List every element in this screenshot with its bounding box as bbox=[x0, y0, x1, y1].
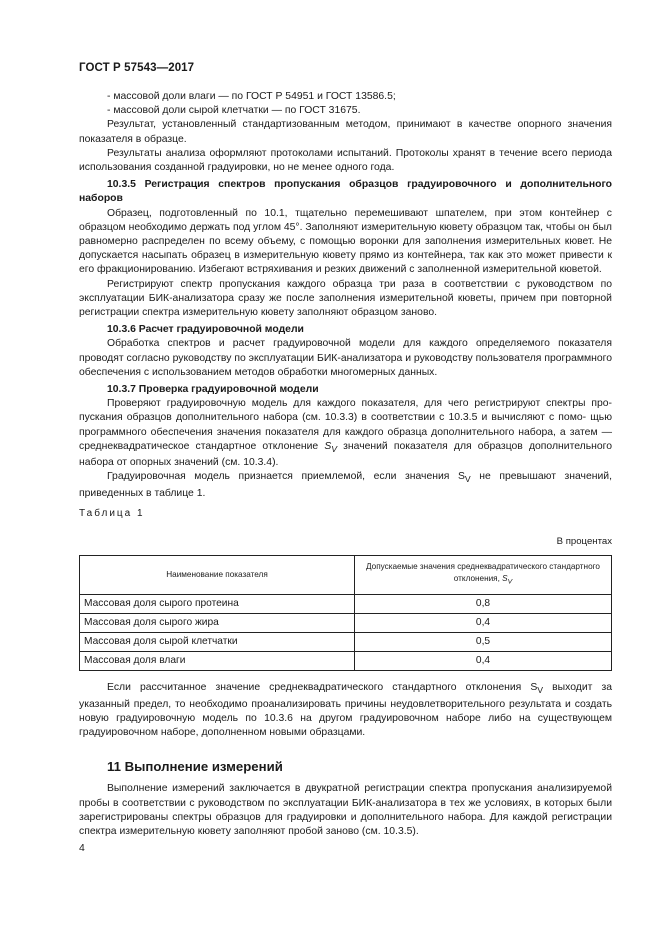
column-header-value: Допускаемые значения среднеквадратического стандартного отклонения, $S_V$ bbox=[355, 556, 612, 595]
table-unit: В процентах bbox=[556, 536, 612, 548]
paragraph: Выполнение измерений заключается в двукратной регистрации спектра пропускания анализируемой пробы в соответствии с руководством по эксплуатации БИК-анализатора в тех же условиях, в которых были зарегистрированы спектры образцов для градуировки и дополнительного набора. Для каждой регистрации спектра измерительную кювету заполняют пробой заново (см. 10.3.5). bbox=[79, 783, 612, 837]
paragraph: Обработка спектров и расчет градуировочной модели для каждого определяемого показателя проводят согласно руководству по эксплуатации БИК-анализатора и руководству пользователя программного обеспечения с использованием методов обработки многомерных данных. bbox=[79, 338, 612, 378]
paragraph: Если рассчитанное значение среднеквадратического стандартного отклонения $S_V$ выходит за указанный предел, то необходимо проанализировать причины неудовлетворительного результата и создать новую градуировочную модель по 10.3.6 на другом градуировочном наборе либо на существующем градуировочном наборе, дополненном новыми образцами. bbox=[79, 682, 613, 738]
symbol-v: V bbox=[537, 685, 544, 696]
heading-10-3-5: 10.3.5 Регистрация спектров пропускания образцов градуировочного и дополнительного наборов bbox=[79, 179, 612, 205]
paragraph: Регистрируют спектр пропускания каждого образца три раза в соответствии с руководством по эксплуатации БИК-анализатора сразу же после заполнения измерительной кюветы, причем при повторной регистрации спектра измерительную кювету заполняют образцом заново. bbox=[79, 278, 612, 319]
paragraph: Образец, подготовленный по 10.1, тщательно перемешивают шпателем, при этом контейнер с образцом необходимо держать под углом 45°. Заполняют измерительную кювету образцом так, чтобы он был равномерно распределен по всему объему, с помощью воронки для заполнения измерительных кювет. Не допускается насыпать образец в измерительную кювету прямо из контейнера, так как это может привести к его фракционированию. Избегают встряхивания и резких движений с заполненной измерительной кюветой. bbox=[79, 207, 612, 276]
cell-value: 0,8 bbox=[355, 595, 612, 614]
list-item: - массовой доли влаги — по ГОСТ Р 54951 и ГОСТ 13586.5; bbox=[107, 91, 396, 102]
cell-name: Массовая доля сырого протеина bbox=[80, 595, 355, 614]
table-header-row bbox=[80, 556, 612, 595]
symbol-s: S bbox=[324, 440, 332, 452]
table-row bbox=[80, 633, 612, 652]
paragraph: Градуировочная модель признается приемлемой, если значения $S_V$ не превышают значений, приведенных в таблице 1. bbox=[79, 471, 612, 499]
column-header-name: Наименование показателя bbox=[80, 556, 355, 595]
table-caption: Таблица 1 bbox=[79, 507, 145, 519]
table-1 bbox=[79, 555, 612, 671]
cell-value: 0,4 bbox=[355, 652, 612, 671]
table-row bbox=[80, 595, 612, 614]
document-body bbox=[79, 90, 612, 839]
heading-10-3-6: 10.3.6 Расчет градуировочной модели bbox=[107, 324, 304, 336]
paragraph: Результат, установленный стандартизованным методом, принимают в качестве опорного значения показателя в образце. bbox=[79, 119, 612, 145]
symbol-v: V bbox=[331, 443, 338, 454]
cell-name: Массовая доля влаги bbox=[80, 652, 355, 671]
heading-10-3-7: 10.3.7 Проверка градуировочной модели bbox=[107, 384, 319, 396]
paragraph: Результаты анализа оформляют протоколами испытаний. Протоколы хранят в течение всего периода использования созданной градуировки, но не менее одного года. bbox=[79, 147, 612, 174]
section-11-title: 11 Выполнение измерений bbox=[107, 759, 283, 775]
cell-name: Массовая доля сырого жира bbox=[80, 614, 355, 633]
page-number: 4 bbox=[79, 843, 85, 854]
paragraph: Проверяют градуировочную модель для каждого показателя, для чего регистрируют спектры про- пускания образцов дополнительного набора (см. 10.3.3) в соответствии с 10.3.5 и вычисляют с помо- щью программного обеспечения значения показателя для каждого образца дополнительного набора, а затем — среднеквадратическое стандартное отклонение $S_V$ значений показателя для образцов дополнительного набора от опорных значений (см. 10.3.4). bbox=[79, 398, 612, 469]
cell-value: 0,5 bbox=[355, 633, 612, 652]
symbol-v: V bbox=[464, 474, 471, 485]
cell-value: 0,4 bbox=[355, 614, 612, 633]
table-row bbox=[80, 652, 612, 671]
table-row bbox=[80, 614, 612, 633]
list-item: - массовой доли сырой клетчатки — по ГОСТ 31675. bbox=[107, 105, 361, 117]
cell-name: Массовая доля сырой клетчатки bbox=[80, 633, 355, 652]
document-header: ГОСТ Р 57543—2017 bbox=[79, 62, 195, 74]
